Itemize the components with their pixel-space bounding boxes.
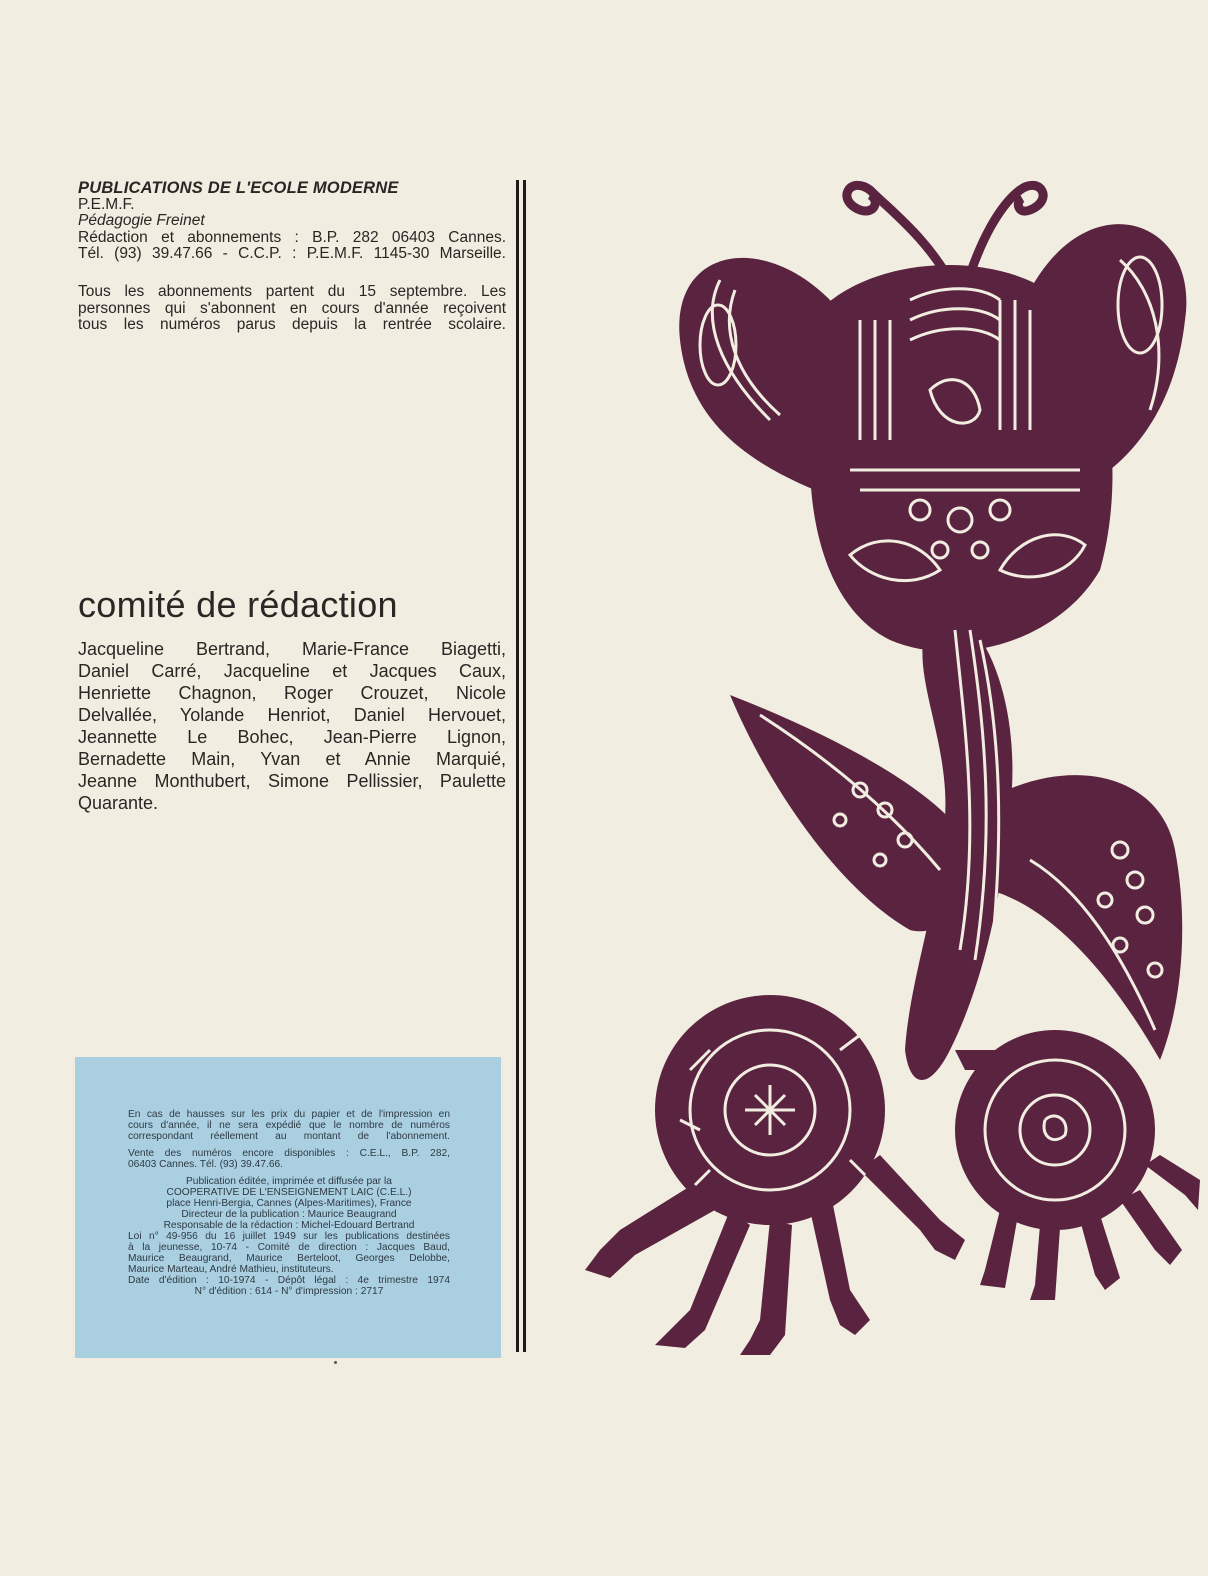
- info-line: COOPERATIVE DE L'ENSEIGNEMENT LAIC (C.E.L.): [166, 1187, 412, 1198]
- publisher-address: Rédaction et abonnements : B.P. 282 06403 Cannes.: [78, 228, 506, 246]
- info-line: Date d'édition : 10-1974 - Dépôt légal : 4e trimestre 1974: [128, 1275, 450, 1286]
- publisher-acronym: P.E.M.F.: [78, 195, 135, 213]
- info-line: à la jeunesse, 10-74 - Comité de direction : Jacques Baud,: [128, 1242, 450, 1253]
- info-line: Publication éditée, imprimée et diffusée par la: [186, 1176, 392, 1187]
- info-line: place Henri-Bergia, Cannes (Alpes-Maritimes), France: [166, 1198, 412, 1209]
- info-line: cours d'année, il ne sera expédié que le nombre de numéros: [128, 1120, 450, 1131]
- publisher-subtitle: Pédagogie Freinet: [78, 212, 205, 229]
- print-speck: [334, 1361, 337, 1364]
- info-line: Loi n° 49-956 du 16 juillet 1949 sur les publications destinées: [128, 1231, 450, 1242]
- info-line: Responsable de la rédaction : Michel-Edouard Bertrand: [163, 1220, 415, 1231]
- publisher-title: PUBLICATIONS DE L'ECOLE MODERNE: [78, 179, 399, 197]
- committee-line: Henriette Chagnon, Roger Crouzet, Nicole: [78, 683, 506, 703]
- committee-line: Daniel Carré, Jacqueline et Jacques Caux,: [78, 661, 506, 681]
- committee-line: Jeanne Monthubert, Simone Pellissier, Paulette: [78, 771, 506, 791]
- committee-line: Bernadette Main, Yvan et Annie Marquié,: [78, 749, 506, 769]
- info-line: N° d'édition : 614 - N° d'impression : 2717: [194, 1286, 384, 1297]
- info-box-text: [128, 1109, 450, 1297]
- subscription-note-line: personnes qui s'abonnent en cours d'année reçoivent: [78, 299, 506, 317]
- divider-rule-right: [523, 180, 526, 1352]
- info-line: Vente des numéros encore disponibles : C.E.L., B.P. 282,: [128, 1148, 450, 1159]
- info-line: Directeur de la publication : Maurice Beaugrand: [181, 1209, 397, 1220]
- committee-line: Delvallée, Yolande Henriot, Daniel Hervouet,: [78, 705, 506, 725]
- committee-heading: comité de rédaction: [78, 584, 398, 625]
- info-line: En cas de hausses sur les prix du papier et de l'impression en: [128, 1109, 450, 1120]
- publisher-block: [78, 180, 506, 263]
- publisher-contact: Tél. (93) 39.47.66 - C.C.P. : P.E.M.F. 1145-30 Marseille.: [78, 245, 506, 262]
- info-line: Maurice Beaugrand, Maurice Berteloot, Georges Delobbe,: [128, 1253, 450, 1264]
- subscription-note-line: Tous les abonnements partent du 15 septembre. Les: [78, 283, 506, 300]
- divider-rule-left: [516, 180, 519, 1352]
- info-box: [75, 1057, 501, 1358]
- info-line: 06403 Cannes. Tél. (93) 39.47.66.: [128, 1159, 283, 1170]
- committee-names: [78, 638, 506, 814]
- info-line: Maurice Marteau, André Mathieu, instituteurs.: [128, 1264, 334, 1275]
- subscription-note-line: tous les numéros parus depuis la rentrée scolaire.: [78, 316, 506, 333]
- info-line: correspondant réellement au montant de l'abonnement.: [128, 1131, 450, 1142]
- committee-line: Jacqueline Bertrand, Marie-France Biagetti,: [78, 639, 506, 659]
- committee-line: Jeannette Le Bohec, Jean-Pierre Lignon,: [78, 727, 506, 747]
- linocut-illustration: [560, 170, 1200, 1380]
- subscription-note: [78, 284, 506, 334]
- committee-line: Quarante.: [78, 793, 159, 813]
